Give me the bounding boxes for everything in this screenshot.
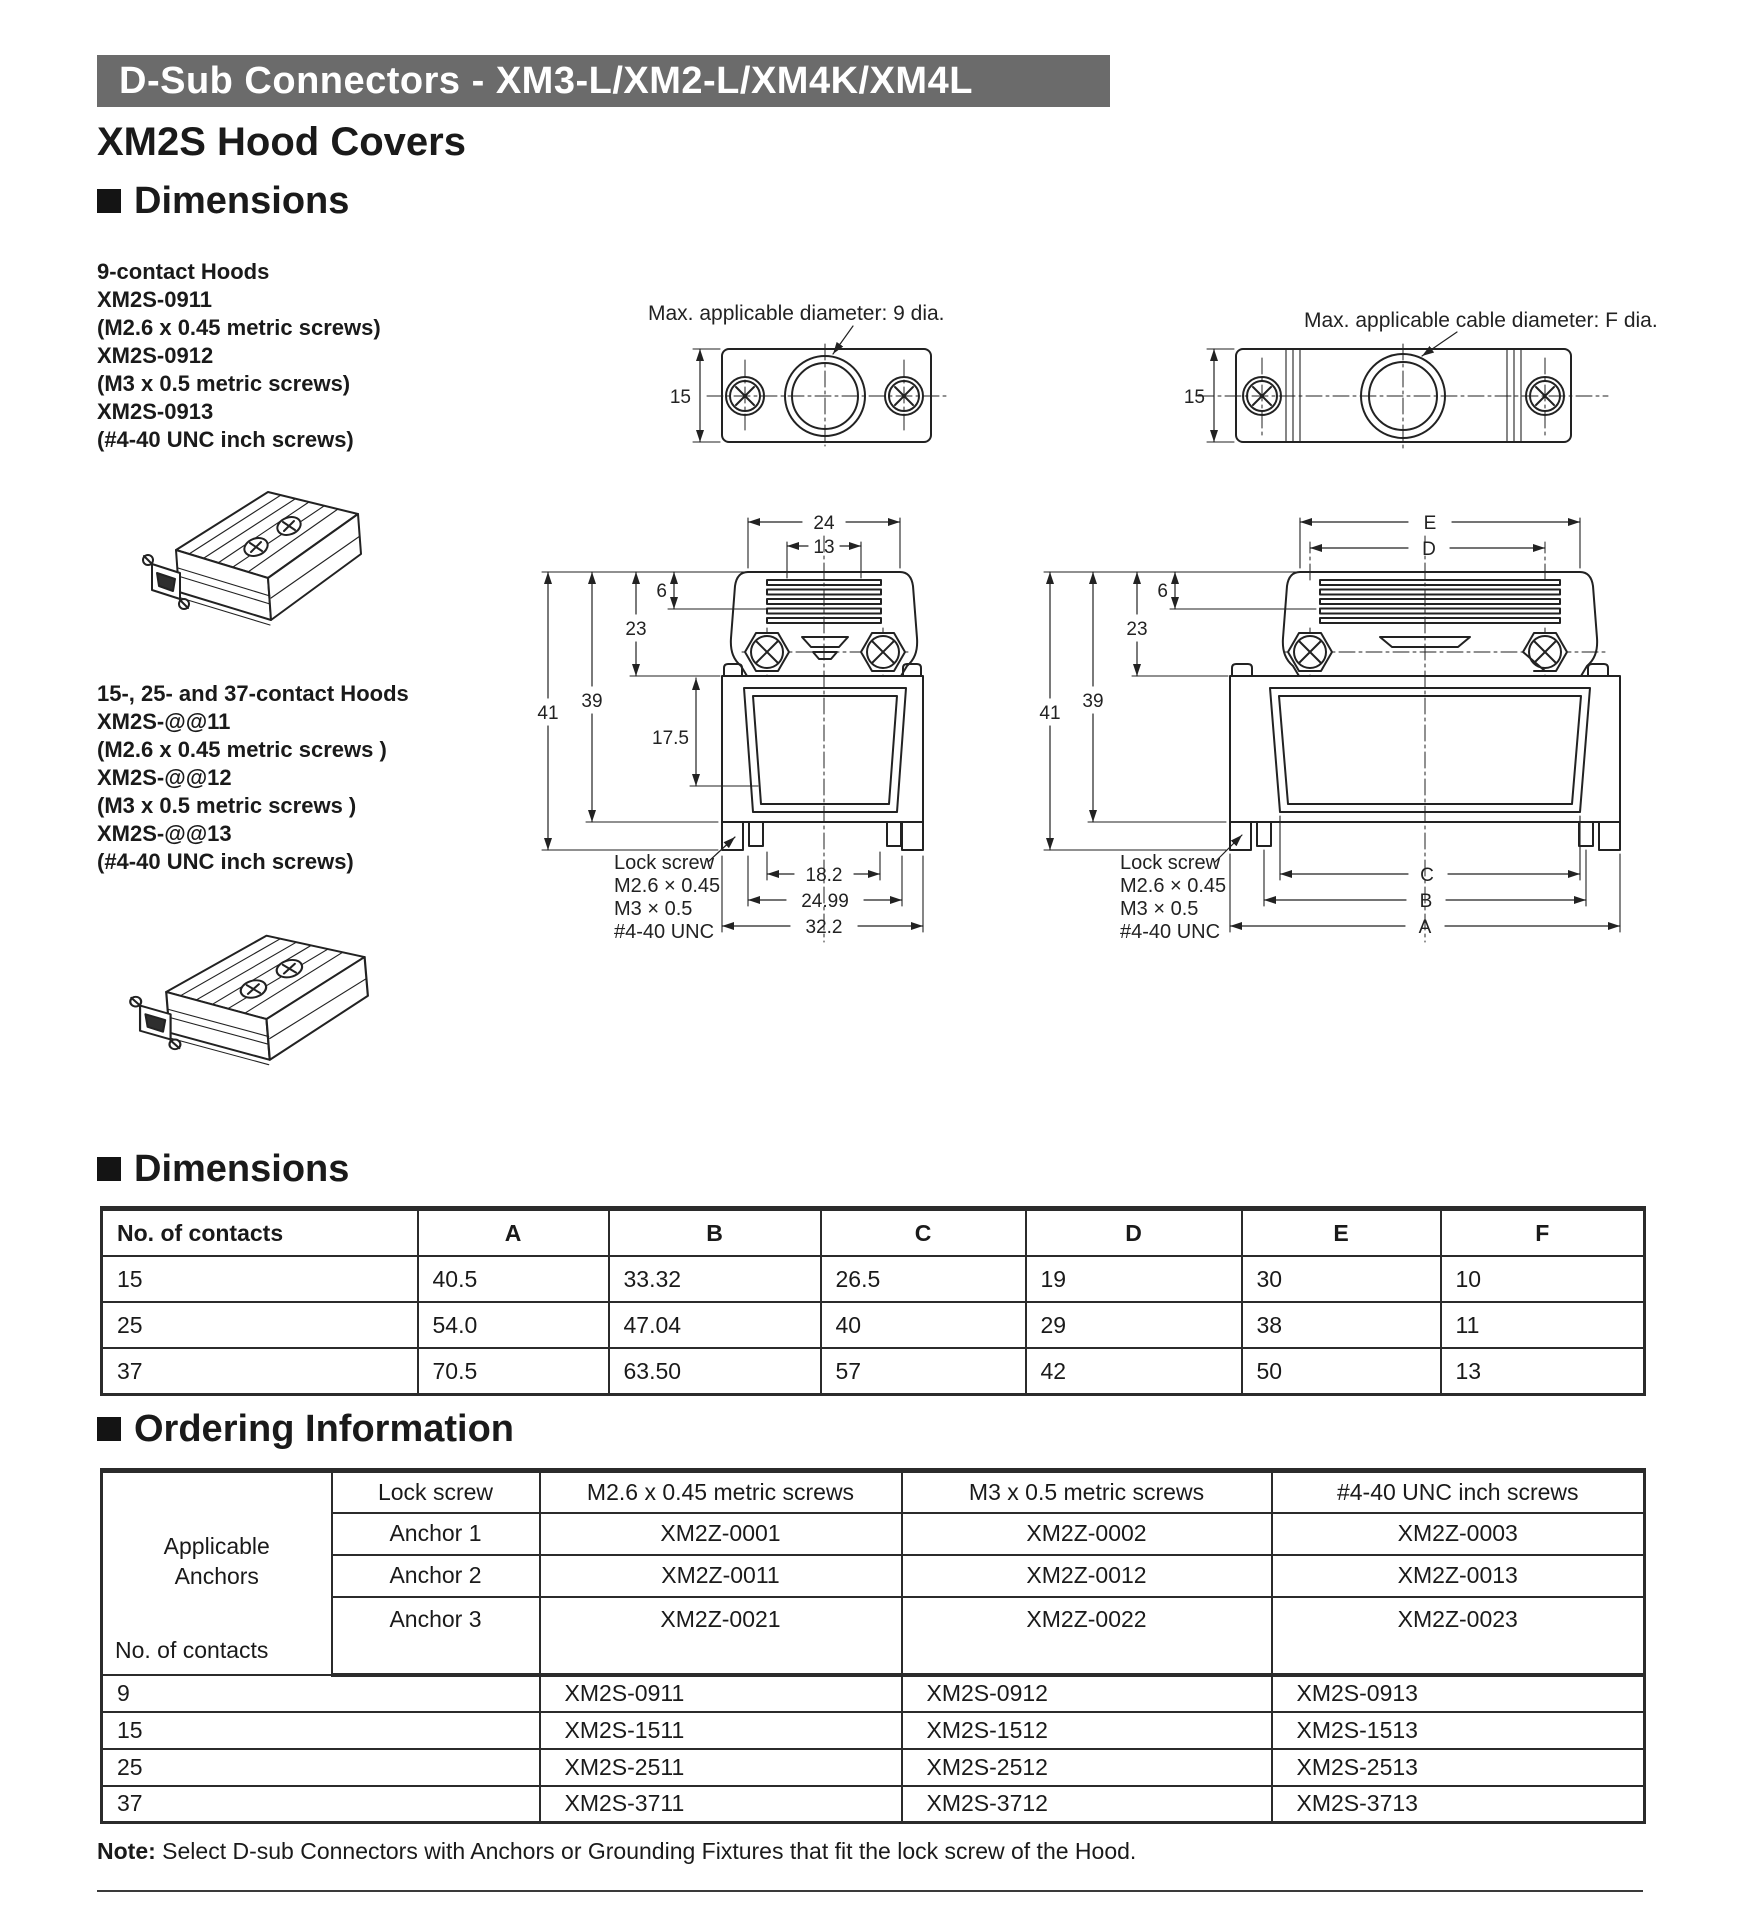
part-number: XM2S-2511	[540, 1749, 902, 1786]
thumbscrew-icon	[169, 1039, 180, 1049]
part-number: XM2Z-0022	[902, 1597, 1272, 1675]
group1-line: XM2S-0913	[97, 399, 214, 424]
cell: 15	[102, 1256, 418, 1302]
dim-32-2: 32.2	[805, 917, 843, 938]
group1-line: XM2S-0912	[97, 343, 214, 368]
lock-screw-note-line: M2.6 × 0.45	[1120, 875, 1227, 897]
frontview-drawing-9contact	[530, 480, 960, 955]
thumbscrew-icon	[143, 555, 153, 565]
dim-24-99: 24.99	[801, 891, 849, 912]
screw-type-header: M3 x 0.5 metric screws	[902, 1471, 1272, 1513]
anchor-label: Anchor 3	[332, 1597, 540, 1675]
lock-screw-note-line: Lock screw	[614, 852, 715, 874]
topview9-label: Max. applicable diameter: 9 dia.	[648, 302, 945, 325]
cell: 19	[1026, 1256, 1242, 1302]
square-bullet-icon	[97, 189, 121, 213]
table-header-row	[102, 1471, 1645, 1513]
hex-screw-icon	[1288, 633, 1332, 671]
part-number: XM2S-0913	[1272, 1675, 1645, 1712]
cell: 38	[1242, 1302, 1441, 1348]
part-number: XM2S-3713	[1272, 1786, 1645, 1823]
topview-drawing-variable	[960, 250, 1660, 455]
cell: 40.5	[418, 1256, 609, 1302]
part-number: XM2Z-0012	[902, 1555, 1272, 1597]
part-number: XM2Z-0001	[540, 1513, 902, 1555]
dim-D: D	[1422, 539, 1436, 560]
dim-13: 13	[813, 537, 835, 558]
table-row	[102, 1256, 1645, 1302]
header-bar-title: D-Sub Connectors - XM3-L/XM2-L/XM4K/XM4L	[119, 60, 973, 102]
table-row	[102, 1712, 1645, 1749]
topviewF-label: Max. applicable cable diameter: F dia.	[1304, 309, 1658, 332]
cell: 29	[1026, 1302, 1242, 1348]
section-heading-dimensions	[97, 180, 349, 223]
vent-slats	[1320, 580, 1560, 623]
lock-screw-note-line: #4-40 UNC	[1120, 921, 1221, 943]
table-row	[102, 1786, 1645, 1823]
hex-screw-icon	[861, 633, 905, 671]
group1-line: (M2.6 x 0.45 metric screws)	[97, 315, 381, 340]
lock-screw-note-line: Lock screw	[1120, 852, 1221, 874]
contacts-cell: 9	[102, 1675, 540, 1712]
cell: 40	[821, 1302, 1026, 1348]
dim-C: C	[1420, 865, 1434, 886]
part-number: XM2Z-0021	[540, 1597, 902, 1675]
contacts-cell: 15	[102, 1712, 540, 1749]
cell: 54.0	[418, 1302, 609, 1348]
hex-screw-icon	[745, 633, 789, 671]
lock-screw-note-line: M3 × 0.5	[1120, 898, 1199, 920]
screw-type-header: M2.6 x 0.45 metric screws	[540, 1471, 902, 1513]
table-row	[102, 1348, 1645, 1395]
col-header: E	[1242, 1209, 1441, 1257]
anchor-row	[102, 1555, 1645, 1597]
col-header: B	[609, 1209, 821, 1257]
dim-A: A	[1418, 917, 1432, 938]
lock-screw-note-line: #4-40 UNC	[614, 921, 715, 943]
footnote	[97, 1838, 1136, 1865]
group1-line: (M3 x 0.5 metric screws)	[97, 371, 351, 396]
cell: 13	[1441, 1348, 1645, 1395]
dim-6: 6	[1157, 581, 1168, 602]
dim-B: B	[1419, 891, 1433, 912]
group2-line: (#4-40 UNC inch screws)	[97, 849, 354, 874]
lock-screw-note-line: M2.6 × 0.45	[614, 875, 721, 897]
part-number: XM2Z-0023	[1272, 1597, 1645, 1675]
cell: 63.50	[609, 1348, 821, 1395]
group2-line: XM2S-@@13	[97, 821, 232, 846]
hood-isometric-image-multicontact	[103, 893, 403, 1125]
thumbscrew-icon	[179, 599, 189, 609]
contacts-cell: 25	[102, 1749, 540, 1786]
table-row	[102, 1675, 1645, 1712]
anchor-row	[102, 1597, 1645, 1675]
dim-24: 24	[813, 513, 835, 534]
group2-line: XM2S-@@11	[97, 709, 231, 734]
section-heading-label: Dimensions	[134, 1148, 350, 1190]
corner-cell	[102, 1471, 332, 1675]
cell: 70.5	[418, 1348, 609, 1395]
section-heading-ordering	[97, 1408, 514, 1451]
group1-title: 9-contact Hoods	[97, 259, 270, 284]
part-number: XM2S-1511	[540, 1712, 902, 1749]
dim-39: 39	[1082, 691, 1104, 712]
cell: 37	[102, 1348, 418, 1395]
dim-41: 41	[1039, 703, 1061, 724]
dim-39: 39	[581, 691, 603, 712]
group1-line: XM2S-0911	[97, 287, 212, 312]
part-number: XM2Z-0003	[1272, 1513, 1645, 1555]
contacts-cell: 37	[102, 1786, 540, 1823]
anchor-label: Anchor 2	[332, 1555, 540, 1597]
frontview-drawing-variable	[960, 480, 1660, 955]
col-header: D	[1026, 1209, 1242, 1257]
anchor-row	[102, 1513, 1645, 1555]
dim-E: E	[1423, 513, 1437, 534]
cell: 30	[1242, 1256, 1441, 1302]
thumbscrew-icon	[130, 997, 141, 1007]
hood-group-9contact	[97, 258, 381, 454]
dim-15: 15	[669, 387, 691, 408]
corner-label: Applicable Anchors	[163, 1533, 270, 1589]
screw-type-header: #4-40 UNC inch screws	[1272, 1471, 1645, 1513]
dim-15: 15	[1183, 387, 1205, 408]
square-bullet-icon	[97, 1417, 121, 1441]
cell: 26.5	[821, 1256, 1026, 1302]
col-header: A	[418, 1209, 609, 1257]
dim-41: 41	[537, 703, 559, 724]
dim-6: 6	[656, 581, 667, 602]
cell: 10	[1441, 1256, 1645, 1302]
note-label: Note:	[97, 1838, 156, 1864]
part-number: XM2S-2512	[902, 1749, 1272, 1786]
dim-18-2: 18.2	[805, 865, 843, 886]
section-heading-dimensions-table	[97, 1148, 349, 1191]
part-number: XM2S-1513	[1272, 1712, 1645, 1749]
col-header: C	[821, 1209, 1026, 1257]
group2-line: XM2S-@@12	[97, 765, 232, 790]
dim-17-5: 17.5	[652, 728, 689, 749]
part-number: XM2S-1512	[902, 1712, 1272, 1749]
hood-group-multi-contact	[97, 680, 409, 876]
part-number: XM2S-3711	[540, 1786, 902, 1823]
part-number: XM2Z-0011	[540, 1555, 902, 1597]
group2-title: 15-, 25- and 37-contact Hoods	[97, 681, 409, 706]
cell: 57	[821, 1348, 1026, 1395]
part-number: XM2Z-0013	[1272, 1555, 1645, 1597]
hood-isometric-image-9contact	[118, 448, 394, 686]
hex-screw-icon	[1523, 633, 1567, 671]
header-bar	[97, 55, 1110, 107]
ordering-table	[100, 1468, 1646, 1824]
cell: 33.32	[609, 1256, 821, 1302]
part-number: XM2S-3712	[902, 1786, 1272, 1823]
note-text: Select D-sub Connectors with Anchors or Grounding Fixtures that fit the lock screw of the Hood.	[155, 1838, 1137, 1864]
group2-line: (M3 x 0.5 metric screws )	[97, 793, 357, 818]
bottom-divider	[97, 1890, 1643, 1892]
cell: 11	[1441, 1302, 1645, 1348]
table-header-row	[102, 1209, 1645, 1257]
dim-23: 23	[625, 619, 647, 640]
cell: 42	[1026, 1348, 1242, 1395]
col-header: F	[1441, 1209, 1645, 1257]
dim-23: 23	[1126, 619, 1148, 640]
cell: 47.04	[609, 1302, 821, 1348]
cell: 50	[1242, 1348, 1441, 1395]
part-number: XM2Z-0002	[902, 1513, 1272, 1555]
part-number: XM2S-2513	[1272, 1749, 1645, 1786]
section-heading-label: Dimensions	[134, 180, 350, 222]
col-header: No. of contacts	[102, 1209, 418, 1257]
lock-screw-header: Lock screw	[332, 1471, 540, 1513]
table-row	[102, 1749, 1645, 1786]
lock-screw-note-line: M3 × 0.5	[614, 898, 693, 920]
section-heading-label: Ordering Information	[134, 1408, 514, 1450]
cell: 25	[102, 1302, 418, 1348]
table-row	[102, 1302, 1645, 1348]
anchor-label: Anchor 1	[332, 1513, 540, 1555]
dimensions-table	[100, 1206, 1646, 1396]
part-number: XM2S-0911	[540, 1675, 902, 1712]
corner-contacts-label: No. of contacts	[115, 1636, 269, 1663]
group1-line: (#4-40 UNC inch screws)	[97, 427, 354, 452]
group2-line: (M2.6 x 0.45 metric screws )	[97, 737, 387, 762]
part-number: XM2S-0912	[902, 1675, 1272, 1712]
square-bullet-icon	[97, 1157, 121, 1181]
page-title: XM2S Hood Covers	[97, 120, 466, 164]
